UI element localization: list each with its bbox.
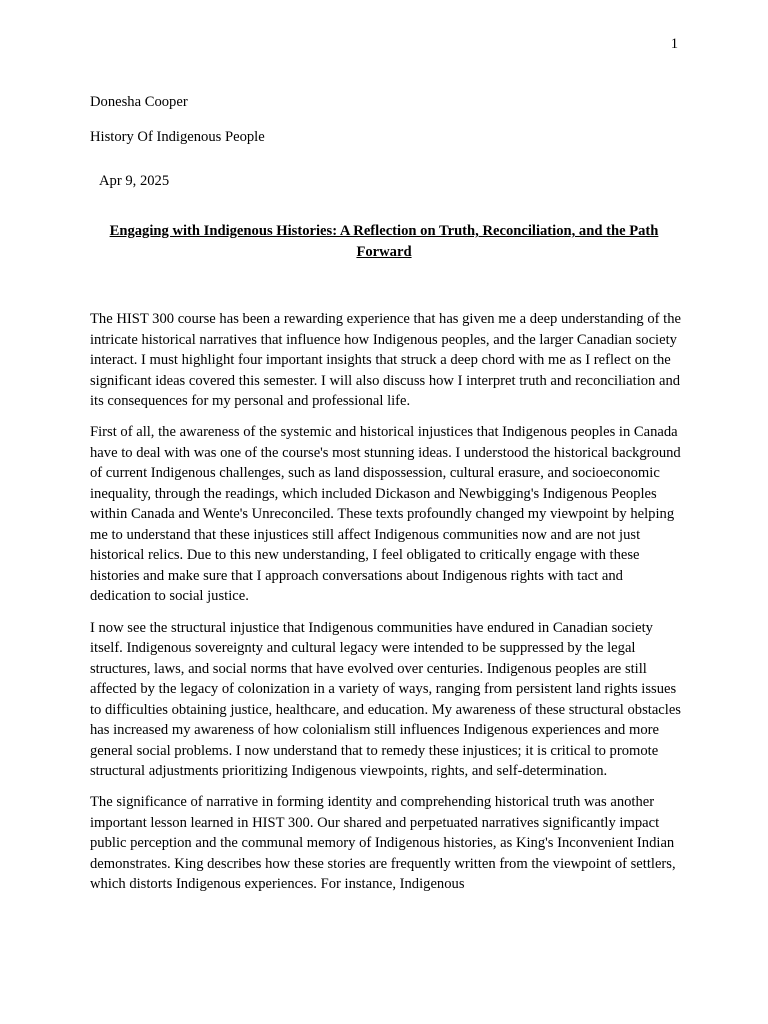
course-name: History Of Indigenous People xyxy=(90,129,265,145)
paragraph: The significance of narrative in forming identity and comprehending historical truth was another important lesson learned in HIST 300. Our shared and perpetuated narratives significantly impact public perception and the communal memory of Indigenous histories, as King's Inconvenient Indian demonstrates. King describes how these stories are frequently written from the viewpoint of settlers, which distorts Indigenous experiences. For instance, Indigenous xyxy=(90,794,676,893)
paragraph: First of all, the awareness of the systemic and historical injustices that Indigenous peoples in Canada have to deal with was one of the course's most stunning ideas. I understood the historical background of current Indigenous challenges, such as land dispossession, cultural erasure, and socioeconomic inequality, through the readings, which included Dickason and Newbigging's Indigenous Peoples within Canada and Wente's Unreconciled. These texts profoundly changed my viewpoint by helping me to understand that these injustices still affect Indigenous communities now and are not just historical relics. Due to this new understanding, I feel obligated to critically engage with these histories and make sure that I approach conversations about Indigenous rights with tact and dedication to social justice. xyxy=(90,424,681,605)
page-number: 1 xyxy=(670,36,678,52)
author-name: Donesha Cooper xyxy=(90,94,188,110)
document-date: Apr 9, 2025 xyxy=(99,173,170,189)
paragraph: The HIST 300 course has been a rewarding experience that has given me a deep understanding of the intricate historical narratives that influence how Indigenous peoples, and the larger Canadian society interact. I must highlight four important insights that struck a deep chord with me as I reflect on the significant ideas covered this semester. I will also discuss how I interpret truth and reconciliation and its consequences for my personal and professional life. xyxy=(90,311,681,409)
body-text xyxy=(90,309,682,906)
document-title: Engaging with Indigenous Histories: A Reflection on Truth, Reconciliation, and the Path Forward xyxy=(109,223,659,260)
paragraph: I now see the structural injustice that Indigenous communities have endured in Canadian society itself. Indigenous sovereignty and cultural legacy were intended to be suppressed by the legal structures, laws, and social norms that have evolved over centuries. Indigenous peoples are still affected by the legacy of colonization in a variety of ways, ranging from persistent land rights issues to difficulties obtaining justice, healthcare, and education. My awareness of these structural obstacles has increased my awareness of how colonialism still influences Indigenous experiences and more general social problems. I now understand that to remedy these injustices; it is critical to promote structural adjustments prioritizing Indigenous viewpoints, rights, and self-determination. xyxy=(90,619,681,780)
